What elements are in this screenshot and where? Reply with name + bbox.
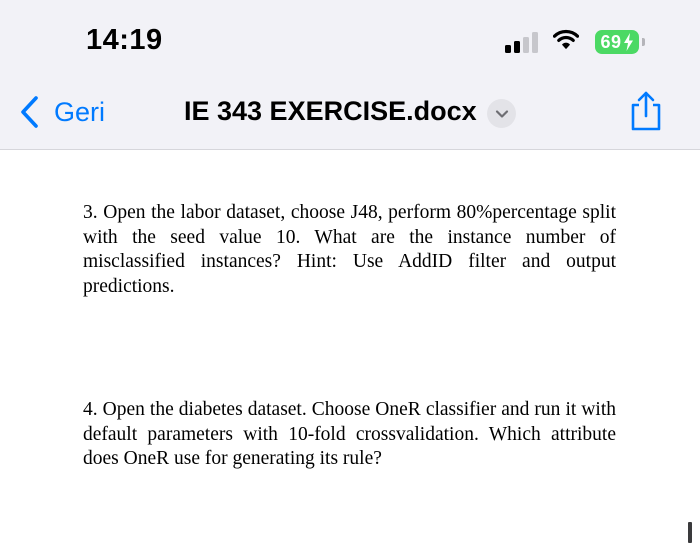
- battery-icon: [595, 30, 639, 54]
- text-cursor: [688, 522, 692, 543]
- paragraph-question-4: 4. Open the diabetes dataset. Choose OneR classifier and run it with default parameters with 10-fold crossvalidation. Which attribute does OneR use for generating its rule?: [83, 399, 616, 469]
- battery-cap: [642, 38, 645, 46]
- paragraph-question-3: 3. Open the labor dataset, choose J48, perform 80%percentage split with the seed value 10. What are the instance number of misclassified instances? Hint: Use AddID filter and output predictions.: [83, 202, 616, 297]
- status-time: 14:19: [86, 24, 163, 56]
- chevron-down-icon: [495, 109, 509, 119]
- charging-bolt-icon: [623, 33, 634, 51]
- share-button[interactable]: [628, 90, 664, 137]
- back-button[interactable]: [20, 92, 105, 132]
- chevron-left-icon: [20, 95, 40, 129]
- battery-level: 69: [600, 31, 622, 52]
- share-icon: [628, 90, 664, 132]
- title-menu-button[interactable]: [487, 99, 516, 128]
- signal-icon: [505, 31, 539, 53]
- navigation-header: [0, 0, 700, 150]
- document-page[interactable]: [0, 150, 700, 543]
- back-button-label[interactable]: Geri: [54, 96, 106, 127]
- document-title[interactable]: IE 343 EXERCISE.docx: [184, 96, 477, 126]
- wifi-icon: [553, 29, 579, 49]
